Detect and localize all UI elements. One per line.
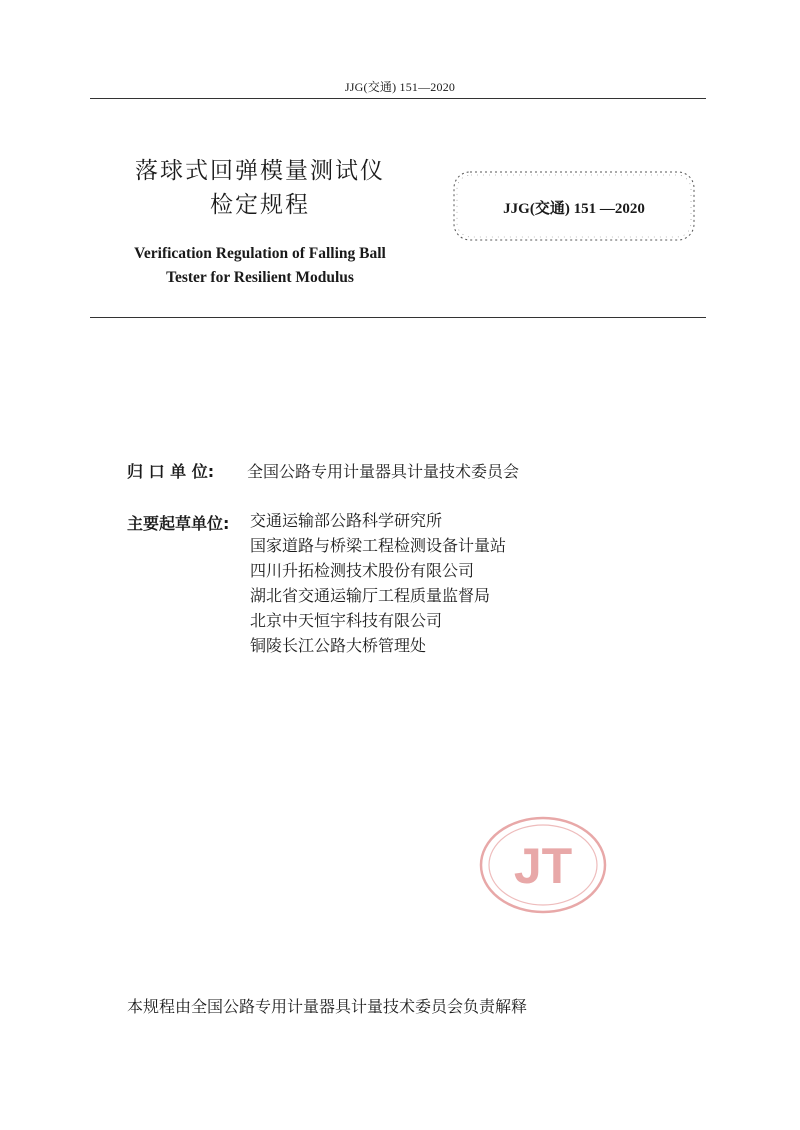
authority-value: 全国公路专用计量器具计量技术委员会 <box>247 462 520 481</box>
running-header: JJG(交通) 151—2020 <box>344 80 456 94</box>
drafter-item: 国家道路与桥梁工程检测设备计量站 <box>250 536 507 555</box>
title-en-line1: Verification Regulation of Falling Ball <box>134 245 386 262</box>
title-en-line2: Tester for Resilient Modulus <box>166 269 354 286</box>
title-rule <box>90 317 706 318</box>
drafter-list <box>250 508 506 658</box>
authority-row <box>127 459 519 482</box>
jt-stamp-logo <box>478 815 608 915</box>
svg-text:JT: JT <box>513 838 573 894</box>
standard-code-text: JJG(交通) 151 —2020 <box>503 201 645 217</box>
drafters-row <box>127 511 247 534</box>
drafter-item: 湖北省交通运输厅工程质量监督局 <box>250 586 491 605</box>
drafter-item: 四川升拓检测技术股份有限公司 <box>250 561 475 580</box>
drafter-item: 北京中天恒宇科技有限公司 <box>250 611 443 630</box>
drafter-item: 交通运输部公路科学研究所 <box>250 511 443 530</box>
authority-label: 归 口 单 位: <box>127 462 215 481</box>
drafter-item: 铜陵长江公路大桥管理处 <box>250 636 427 655</box>
header-rule <box>90 98 706 99</box>
interpretation-note: 本规程由全国公路专用计量器具计量技术委员会负责解释 <box>127 997 528 1016</box>
title-cn-line1: 落球式回弹模量测试仪 <box>135 158 385 184</box>
standard-code-box <box>450 168 698 244</box>
drafters-label: 主要起草单位: <box>127 514 230 533</box>
title-cn-line2: 检定规程 <box>210 192 310 218</box>
